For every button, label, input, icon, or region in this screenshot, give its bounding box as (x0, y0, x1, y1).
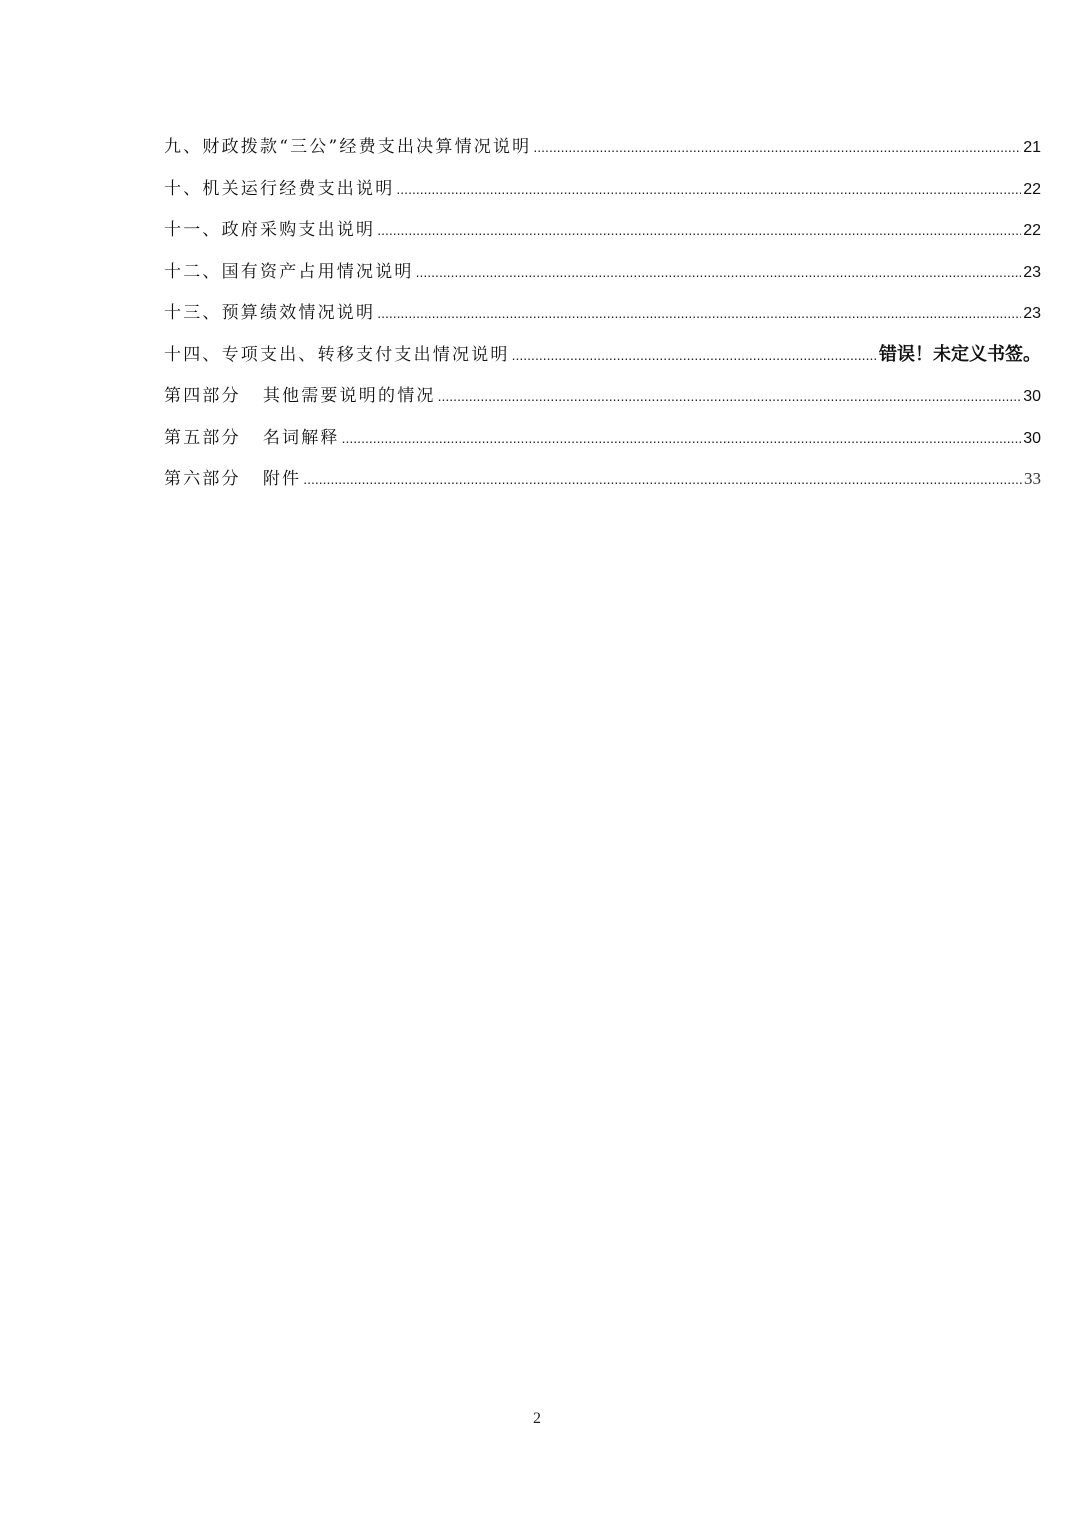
toc-entry-title: 十三、预算绩效情况说明 (164, 303, 376, 323)
toc-part-label: 第六部分 (164, 469, 241, 489)
toc-leader-dots (377, 305, 1021, 321)
toc-entry-title: 十、机关运行经费支出说明 (164, 178, 395, 199)
toc-entry[interactable] (164, 257, 1041, 299)
toc-part-title: 名词解释 (262, 427, 340, 448)
toc-entry[interactable] (164, 215, 1041, 257)
toc-page-number: 23 (1023, 305, 1041, 322)
toc-entry[interactable] (164, 340, 1041, 382)
toc-entry[interactable] (164, 174, 1041, 216)
toc-page-number: 33 (1024, 469, 1041, 488)
toc-part-title: 其他需要说明的情况 (262, 386, 436, 406)
toc-page-number: 22 (1023, 180, 1041, 198)
toc-entry-title (164, 464, 301, 489)
toc-part-title: 附件 (262, 469, 302, 489)
toc-entry-title: 十四、专项支出、转移支付支出情况说明 (164, 344, 510, 365)
toc-entry-title: 九、财政拨款“三公”经费支出决算情况说明 (164, 137, 532, 157)
toc-leader-dots (533, 139, 1021, 155)
toc-bookmark-error: 错误！未定义书签。 (879, 343, 1041, 365)
toc-part-label: 第四部分 (164, 386, 241, 406)
toc-entry[interactable] (164, 298, 1041, 340)
toc-leader-dots (342, 430, 1022, 446)
toc-leader-dots (303, 471, 1022, 487)
toc-entry[interactable] (164, 464, 1041, 506)
toc-entry[interactable] (164, 381, 1041, 423)
toc-leader-dots (512, 347, 877, 363)
toc-entry-title (164, 381, 436, 406)
toc-entry-title: 十二、国有资产占用情况说明 (164, 261, 414, 282)
toc-entry[interactable] (164, 132, 1041, 174)
table-of-contents (164, 132, 1041, 506)
toc-part-label: 第五部分 (164, 427, 241, 448)
toc-page-number: 30 (1023, 429, 1041, 447)
toc-page-number: 21 (1023, 139, 1041, 156)
toc-page-number: 30 (1023, 388, 1041, 405)
toc-leader-dots (396, 181, 1021, 197)
toc-entry-title: 十一、政府采购支出说明 (164, 220, 376, 240)
toc-entry[interactable] (164, 423, 1041, 465)
toc-leader-dots (438, 388, 1022, 404)
toc-page-number: 23 (1023, 263, 1041, 281)
toc-leader-dots (377, 222, 1021, 238)
toc-leader-dots (416, 264, 1022, 280)
page-number: 2 (533, 1410, 541, 1427)
toc-page-number: 22 (1023, 222, 1041, 239)
toc-entry-title (164, 423, 340, 448)
